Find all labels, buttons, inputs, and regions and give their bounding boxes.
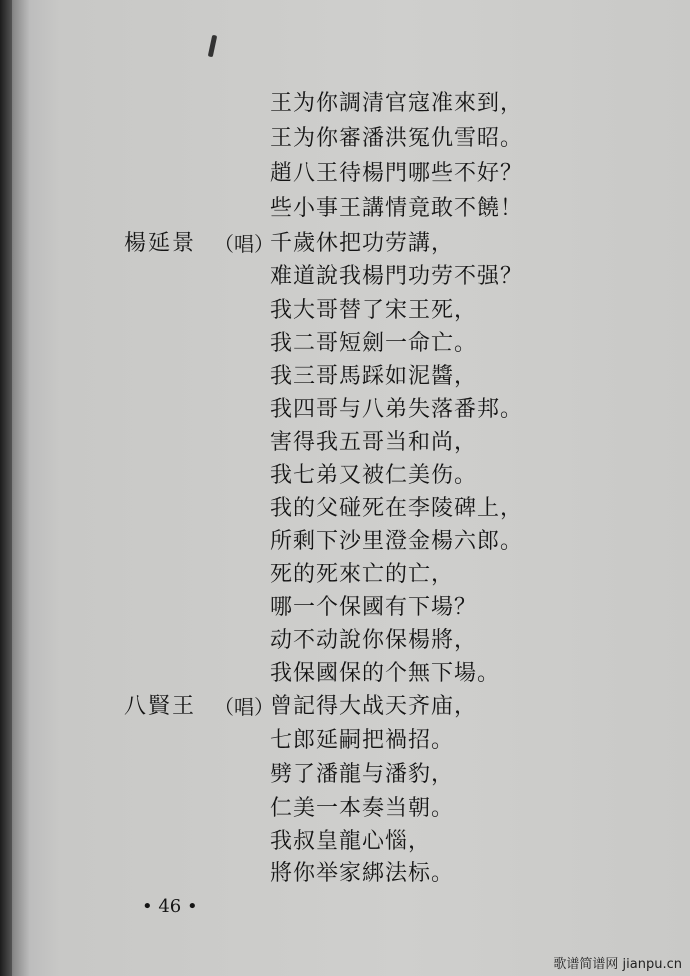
verse-line: 我保國保的个無下場。 [270, 661, 501, 686]
verse-line: 我三哥馬踩如泥醬， [270, 364, 478, 389]
stage-cue: （唱） [214, 695, 274, 719]
verse-line: 我七弟又被仁美伤。 [270, 463, 478, 488]
verse-line: 將你举家綁法标。 [270, 861, 455, 886]
site-watermark: 歌谱简谱网 jianpu.cn [553, 957, 682, 972]
verse-line: 王为你審潘洪冤仇雪昭。 [270, 126, 524, 151]
book-binding-shadow [0, 0, 12, 976]
verse-line: 动不动說你保楊將， [270, 628, 478, 653]
verse-line: 些小事王講情竟敢不饒！ [270, 196, 524, 221]
ink-mark [208, 35, 217, 58]
verse-line: 趙八王待楊門哪些不好？ [270, 161, 524, 186]
page-number: • 46 • [142, 896, 198, 917]
verse-line: 劈了潘龍与潘豹， [270, 762, 455, 787]
verse-line: 我四哥与八弟失落番邦。 [270, 397, 524, 422]
verse-line: 我二哥短劍一命亡。 [270, 331, 478, 356]
verse-line: 我大哥替了宋王死， [270, 298, 478, 323]
verse-line: 我叔皇龍心惱， [270, 829, 432, 854]
verse-line: 难道說我楊門功劳不强？ [270, 264, 524, 289]
verse-line: 七郎延嗣把禍招。 [270, 728, 455, 753]
speaker-name: 八賢王 [124, 694, 197, 719]
verse-line: 哪一个保國有下場？ [270, 595, 478, 620]
verse-line: 曾記得大战天齐庙， [270, 694, 478, 719]
verse-line: 王为你調清官寇准來到， [270, 91, 524, 116]
verse-line: 我的父碰死在李陵碑上， [270, 496, 524, 521]
verse-line: 害得我五哥当和尚， [270, 430, 478, 455]
speaker-name: 楊延景 [124, 231, 197, 256]
verse-line: 千歲休把功劳講， [270, 231, 455, 256]
stage-cue: （唱） [214, 232, 274, 256]
verse-line: 所剩下沙里澄金楊六郎。 [270, 529, 524, 554]
verse-line: 死的死來亡的亡， [270, 562, 455, 587]
verse-line: 仁美一本奏当朝。 [270, 796, 455, 821]
